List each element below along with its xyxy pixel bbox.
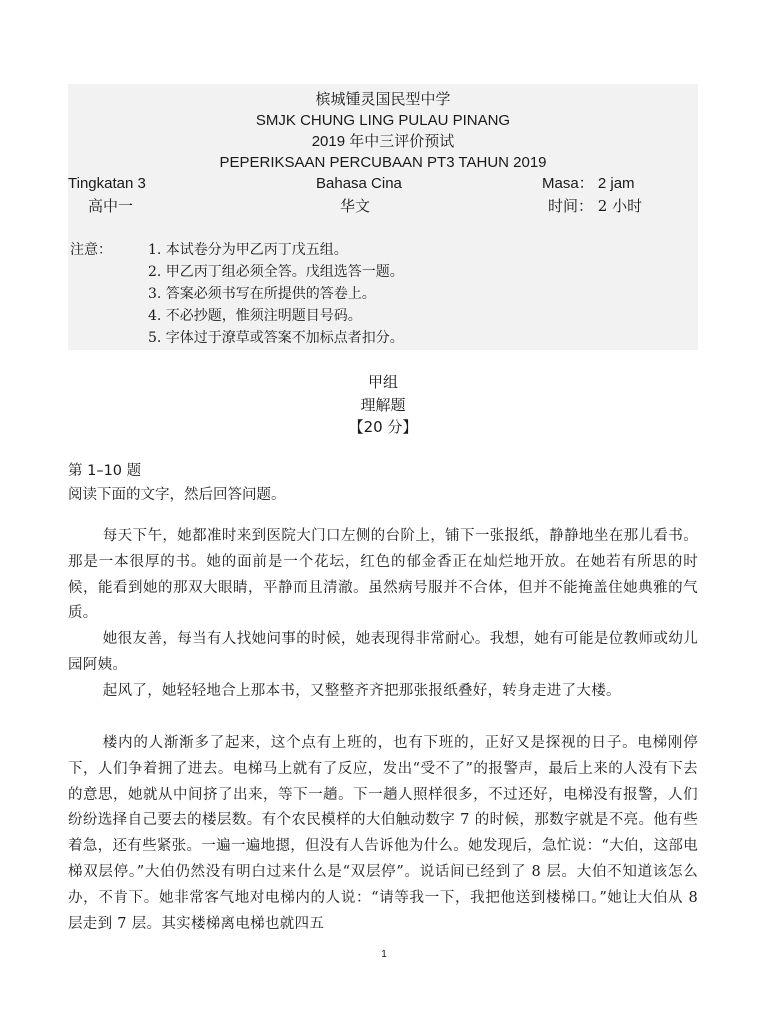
form-level-english: Tingkatan 3 <box>68 175 146 192</box>
note-item: 1. 本试卷分为甲乙丙丁戊五组。 <box>148 242 348 258</box>
duration-english: Masa： 2 jam <box>542 175 635 192</box>
subject-english: Bahasa Cina <box>316 175 402 192</box>
passage-paragraph: 每天下午，她都准时来到医院大门口左侧的台阶上，铺下一张报纸，静静地坐在那儿看书。那是一本很厚的书。她的面前是一个花坛，红色的郁金香正在灿烂地开放。在她若有所思的时候，能看到她的那双大眼睛，平静而且清澈。虽然病号服并不合体，但并不能掩盖住她典雅的气质。 <box>68 528 698 622</box>
section-type: 理解题 <box>360 396 406 414</box>
note-item: 4. 不必抄题，惟须注明题目号码。 <box>148 308 362 324</box>
note-item: 5. 字体过于潦草或答案不加标点者扣分。 <box>148 330 404 346</box>
page-number: 1 <box>381 949 387 960</box>
passage-paragraph: 她很友善，每当有人找她问事的时候，她表现得非常耐心。我想，她有可能是位教师或幼儿园阿姨。 <box>68 631 698 673</box>
section-marks: 【20 分】 <box>348 418 418 436</box>
notes-label: 注意： <box>70 242 112 258</box>
question-instruction: 阅读下面的文字，然后回答问题。 <box>68 487 286 503</box>
subject-chinese: 华文 <box>340 197 371 215</box>
form-level-chinese: 高中一 <box>88 197 134 215</box>
exam-title-chinese: 2019 年中三评价预试 <box>311 133 455 150</box>
exam-title-english: PEPERIKSAAN PERCUBAAN PT3 TAHUN 2019 <box>219 154 547 171</box>
note-item: 2. 甲乙丙丁组必须全答。戊组选答一题。 <box>148 264 404 280</box>
passage-paragraph: 楼内的人渐渐多了起来，这个点有上班的，也有下班的，正好又是探视的日子。电梯刚停下，人们争着拥了进去。电梯马上就有了反应，发出“受不了”的报警声，最后上来的人没有下去的意思，她就从中间挤了出来，等下一趟。下一趟人照样很多，不过还好，电梯没有报警，人们纷纷选择自己要去的楼层数。有个农民模样的大伯触动数字 7 的时候，那数字就是不亮。他有些着急，还有些紧张。一遍一遍地摁，但没有人告诉他为什么。她发现后，急忙说：“大伯，这部电梯双层停。”大伯仍然没有明白过来什么是“双层停”。说话间已经到了 8 层。大伯不知道该怎么办，不肯下。她非常客气地对电梯内的人说：“请等我一下，我把他送到楼梯口。”她让大伯从 8 层走到 7 层。其实楼梯离电梯也就四五 <box>68 735 698 932</box>
school-name-english: SMJK CHUNG LING PULAU PINANG <box>255 112 511 129</box>
passage-paragraph: 起风了，她轻轻地合上那本书，又整整齐齐把那张报纸叠好，转身走进了大楼。 <box>102 683 621 699</box>
question-range: 第 1–10 题 <box>68 463 142 479</box>
section-group-title: 甲组 <box>367 373 398 391</box>
duration-chinese: 时间： 2 小时 <box>548 197 643 215</box>
school-name-chinese: 槟城锺灵国民型中学 <box>315 91 451 108</box>
note-item: 3. 答案必须书写在所提供的答卷上。 <box>148 286 376 302</box>
